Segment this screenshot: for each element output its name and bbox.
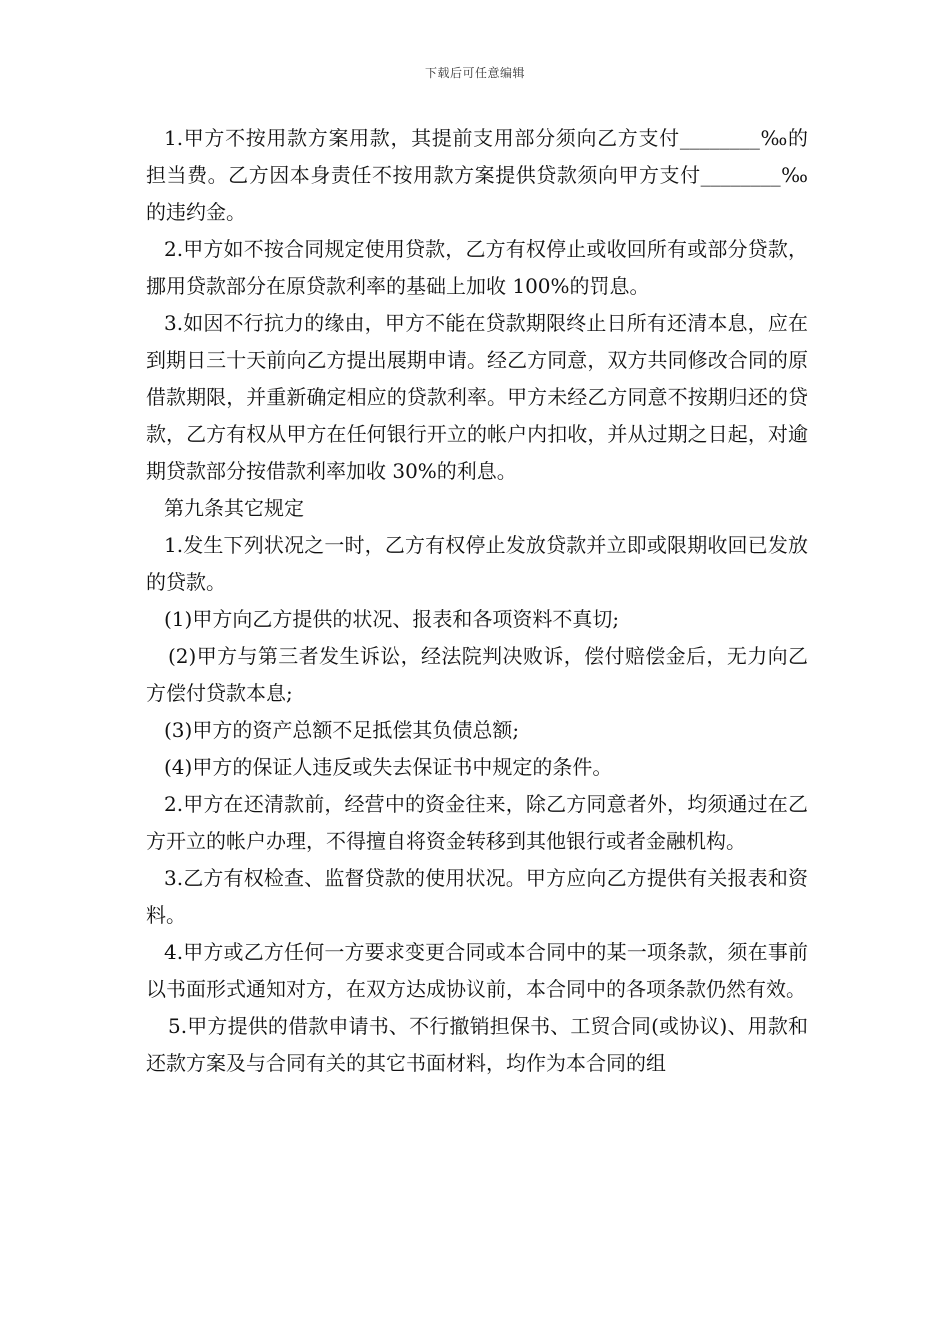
paragraph-penalty-fees: 1.甲方不按用款方案用款，其提前支用部分须向乙方支付________‰的担当费。乙方因本身责任不按用款方案提供贷款须向甲方支付________‰的违约金。: [146, 126, 808, 224]
section-heading-article-nine: 第九条其它规定: [164, 496, 304, 520]
paragraph-contract-documents: 5.甲方提供的借款申请书、不行撤销担保书、工贸合同(或协议)、用款和还款方案及与合同有关的其它书面材料，均作为本合同的组: [146, 1014, 808, 1075]
list-item-false-information: (1)甲方向乙方提供的状况、报表和各项资料不真切;: [164, 607, 620, 631]
list-item-litigation: (2)甲方与第三者发生诉讼，经法院判决败诉，偿付赔偿金后，无力向乙方偿付贷款本息;: [146, 644, 808, 705]
paragraph-inspection-rights: 3.乙方有权检查、监督贷款的使用状况。甲方应向乙方提供有关报表和资料。: [146, 866, 808, 927]
paragraph-force-majeure-extension: 3.如因不行抗力的缘由，甲方不能在贷款期限终止日所有还清本息，应在到期日三十天前向乙方提出展期申请。经乙方同意，双方共同修改合同的原借款期限，并重新确定相应的贷款利率。甲方未经乙方同意不按期归还的贷款，乙方有权从甲方在任何银行开立的帐户内扣收，并从过期之日起，对逾期贷款部分按借款利率加收 30%的利息。: [146, 311, 808, 483]
list-item-insolvency: (3)甲方的资产总额不足抵偿其负债总额;: [164, 718, 520, 742]
page-header-note: 下载后可任意编辑: [424, 66, 525, 80]
paragraph-account-requirement: 2.甲方在还清款前，经营中的资金往来，除乙方同意者外，均须通过在乙方开立的帐户办理，不得擅自将资金转移到其他银行或者金融机构。: [146, 792, 808, 853]
document-body: [146, 120, 808, 1082]
list-item-guarantor-breach: (4)甲方的保证人违反或失去保证书中规定的条件。: [164, 755, 613, 779]
paragraph-contract-amendment: 4.甲方或乙方任何一方要求变更合同或本合同中的某一项条款，须在事前以书面形式通知对方，在双方达成协议前，本合同中的各项条款仍然有效。: [146, 940, 808, 1001]
paragraph-misuse-penalty: 2.甲方如不按合同规定使用贷款，乙方有权停止或收回所有或部分贷款，挪用贷款部分在原贷款利率的基础上加收 100%的罚息。: [146, 237, 808, 298]
paragraph-loan-recall-conditions: 1.发生下列状况之一时，乙方有权停止发放贷款并立即或限期收回已发放的贷款。: [146, 533, 808, 594]
